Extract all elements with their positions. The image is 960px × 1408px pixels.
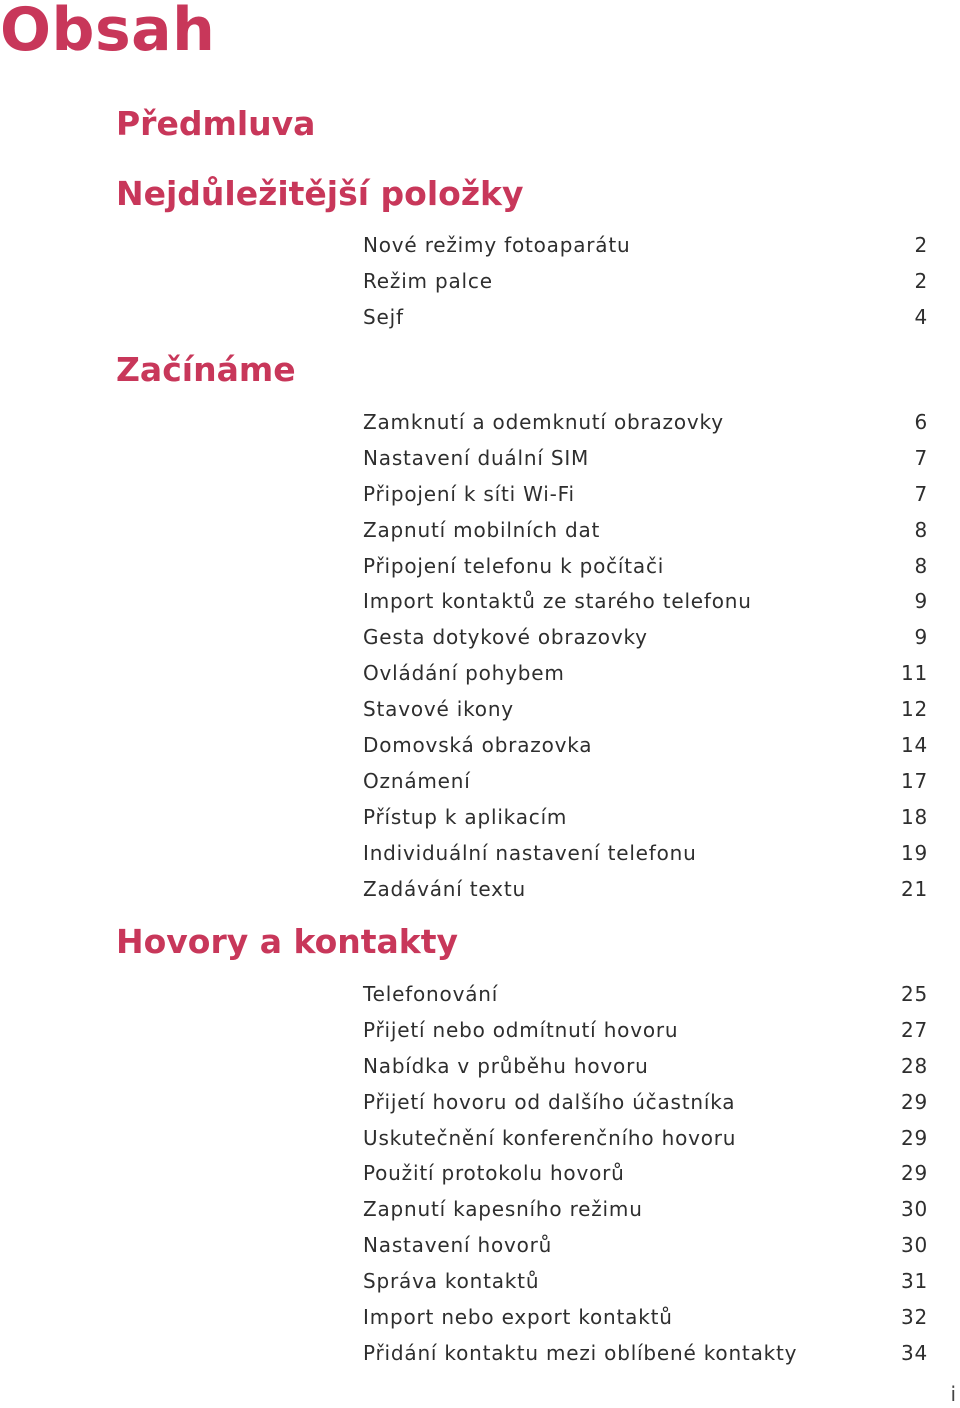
toc-entry-page: 32 (900, 1305, 928, 1330)
toc-entry-label: Přijetí nebo odmítnutí hovoru (363, 1017, 679, 1042)
toc-entry[interactable] (363, 407, 928, 443)
toc-entry[interactable] (363, 230, 928, 266)
toc-entry[interactable] (363, 1015, 928, 1051)
toc-entry-page: 2 (914, 233, 928, 257)
toc-entry[interactable] (363, 838, 928, 874)
toc-entry-label: Telefonování (363, 982, 499, 1006)
toc-entry-page: 19 (900, 840, 928, 865)
toc-entry-page: 14 (900, 733, 928, 758)
toc-entry-page: 28 (900, 1053, 928, 1078)
toc-entry-page: 12 (900, 697, 928, 722)
toc-entry-page: 18 (900, 804, 928, 829)
toc-entry-page: 31 (900, 1269, 928, 1294)
toc-entry-label: Nabídka v průběhu hovoru (363, 1053, 649, 1078)
toc-entry-page: 6 (914, 410, 928, 434)
toc-entry[interactable] (363, 1087, 928, 1123)
toc-entry[interactable] (363, 1230, 928, 1266)
toc-list-zaciname (363, 407, 928, 909)
toc-entry-page: 29 (900, 1125, 928, 1150)
toc-entry-page: 2 (914, 268, 928, 293)
toc-entry[interactable] (363, 802, 928, 838)
section-heading-zaciname[interactable]: Začínáme (116, 350, 296, 389)
toc-entry-page: 8 (914, 553, 928, 578)
toc-entry-label: Import nebo export kontaktů (363, 1305, 673, 1330)
toc-entry-page: 4 (914, 304, 928, 329)
toc-entry-label: Uskutečnění konferenčního hovoru (363, 1125, 737, 1150)
toc-entry-page: 25 (900, 982, 928, 1006)
toc-entry[interactable] (363, 874, 928, 910)
section-heading-hovory-a-kontakty[interactable]: Hovory a kontakty (116, 922, 459, 961)
section-heading-predmluva[interactable]: Předmluva (116, 104, 316, 143)
toc-entry[interactable] (363, 1158, 928, 1194)
section-heading-nejdulezitejsi-polozky[interactable]: Nejdůležitější položky (116, 174, 524, 213)
toc-entry[interactable] (363, 1194, 928, 1230)
toc-entry-page: 29 (900, 1161, 928, 1186)
toc-entry[interactable] (363, 694, 928, 730)
toc-entry-label: Přijetí hovoru od dalšího účastníka (363, 1089, 736, 1114)
page-title: Obsah (0, 0, 216, 65)
toc-entry-label: Domovská obrazovka (363, 733, 593, 758)
toc-entry-page: 30 (900, 1197, 928, 1222)
toc-entry[interactable] (363, 1123, 928, 1159)
toc-entry-page: 27 (900, 1017, 928, 1042)
toc-entry[interactable] (363, 443, 928, 479)
toc-entry-label: Správa kontaktů (363, 1269, 540, 1294)
toc-entry-label: Přidání kontaktu mezi oblíbené kontakty (363, 1340, 798, 1365)
toc-entry[interactable] (363, 1338, 928, 1374)
toc-entry-label: Připojení k síti Wi-Fi (363, 481, 575, 506)
toc-entry-label: Zapnutí kapesního režimu (363, 1197, 643, 1222)
toc-entry-page: 21 (900, 876, 928, 901)
toc-entry-page: 7 (914, 445, 928, 470)
toc-entry-label: Použití protokolu hovorů (363, 1161, 625, 1186)
toc-entry-page: 34 (900, 1340, 928, 1365)
toc-list-hovory-a-kontakty (363, 979, 928, 1374)
toc-entry[interactable] (363, 586, 928, 622)
toc-entry-label: Sejf (363, 304, 404, 329)
toc-entry-label: Nové režimy fotoaparátu (363, 233, 631, 257)
toc-entry-label: Zamknutí a odemknutí obrazovky (363, 410, 724, 434)
toc-entry-page: 17 (900, 768, 928, 793)
toc-entry[interactable] (363, 1266, 928, 1302)
toc-entry-label: Nastavení hovorů (363, 1233, 553, 1258)
toc-entry[interactable] (363, 1302, 928, 1338)
toc-entry[interactable] (363, 302, 928, 338)
toc-entry-label: Režim palce (363, 268, 493, 293)
toc-entry[interactable] (363, 766, 928, 802)
toc-entry[interactable] (363, 266, 928, 302)
toc-entry[interactable] (363, 979, 928, 1015)
toc-entry-label: Gesta dotykové obrazovky (363, 625, 648, 650)
toc-entry-label: Zapnutí mobilních dat (363, 517, 601, 542)
toc-entry-page: 9 (914, 589, 928, 614)
toc-entry-label: Přístup k aplikacím (363, 804, 568, 829)
toc-entry-label: Připojení telefonu k počítači (363, 553, 665, 578)
toc-entry-page: 30 (900, 1233, 928, 1258)
toc-entry-label: Individuální nastavení telefonu (363, 840, 697, 865)
toc-entry-page: 29 (900, 1089, 928, 1114)
toc-entry-label: Ovládání pohybem (363, 661, 565, 686)
toc-entry[interactable] (363, 551, 928, 587)
toc-entry-page: 9 (914, 625, 928, 650)
toc-entry-label: Nastavení duální SIM (363, 445, 590, 470)
toc-entry-page: 11 (900, 661, 928, 686)
toc-entry[interactable] (363, 658, 928, 694)
toc-entry[interactable] (363, 479, 928, 515)
toc-entry-page: 7 (914, 481, 928, 506)
toc-list-nejdulezitejsi-polozky (363, 230, 928, 338)
toc-entry-label: Oznámení (363, 768, 471, 793)
toc-entry[interactable] (363, 515, 928, 551)
toc-entry[interactable] (363, 730, 928, 766)
page-number: i (950, 1382, 956, 1406)
toc-entry-page: 8 (914, 517, 928, 542)
toc-entry[interactable] (363, 622, 928, 658)
toc-entry-label: Zadávání textu (363, 876, 526, 901)
toc-entry-label: Import kontaktů ze starého telefonu (363, 589, 752, 614)
toc-entry[interactable] (363, 1051, 928, 1087)
toc-entry-label: Stavové ikony (363, 697, 514, 722)
